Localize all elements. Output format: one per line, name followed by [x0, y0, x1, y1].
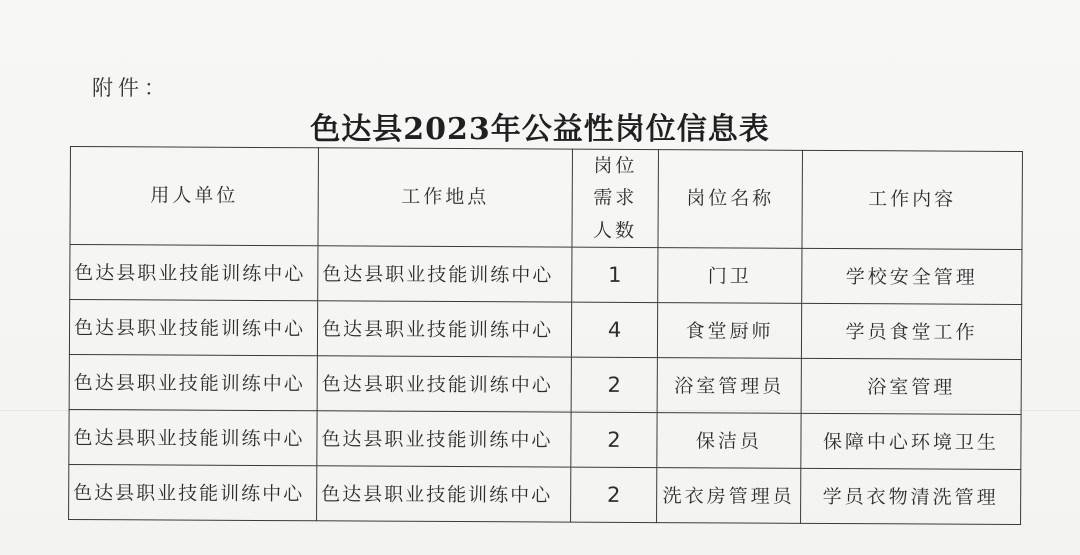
- cell-unit: 色达县职业技能训练中心: [69, 464, 317, 520]
- header-content: 工作内容: [802, 150, 1023, 249]
- document-title: 色达县2023年公益性岗位信息表: [310, 112, 770, 147]
- cell-location: 色达县职业技能训练中心: [317, 466, 571, 522]
- cell-count: 1: [572, 247, 658, 302]
- table-row: [70, 244, 1022, 304]
- cell-content: 学校安全管理: [802, 248, 1022, 304]
- cell-count: 2: [571, 357, 657, 412]
- table-row: [69, 299, 1021, 359]
- position-info-table: [68, 146, 1023, 525]
- cell-content: 学员衣物清洗管理: [801, 468, 1021, 524]
- cell-content: 学员食堂工作: [801, 303, 1021, 359]
- table-row: [69, 464, 1021, 524]
- cell-unit: 色达县职业技能训练中心: [70, 244, 318, 300]
- header-location: 工作地点: [318, 148, 573, 247]
- cell-location: 色达县职业技能训练中心: [317, 356, 571, 412]
- table-row: [69, 354, 1021, 414]
- cell-count: 2: [571, 467, 657, 522]
- cell-location: 色达县职业技能训练中心: [318, 246, 572, 302]
- header-count-label: 岗位需求人数: [592, 154, 638, 242]
- cell-content: 浴室管理: [801, 358, 1021, 414]
- attachment-label: 附件：: [92, 76, 170, 100]
- cell-unit: 色达县职业技能训练中心: [69, 299, 317, 355]
- header-count: [572, 149, 659, 247]
- header-position: 岗位名称: [658, 150, 803, 249]
- table-row: [69, 409, 1021, 469]
- cell-unit: 色达县职业技能训练中心: [69, 354, 317, 410]
- header-unit: 用人单位: [70, 147, 319, 246]
- table-header-row: [70, 147, 1022, 250]
- cell-location: 色达县职业技能训练中心: [317, 411, 571, 467]
- cell-content: 保障中心环境卫生: [801, 413, 1021, 469]
- cell-position: 门卫: [658, 247, 802, 303]
- cell-position: 浴室管理员: [657, 357, 801, 413]
- cell-location: 色达县职业技能训练中心: [317, 301, 571, 357]
- cell-unit: 色达县职业技能训练中心: [69, 409, 317, 465]
- cell-position: 洗衣房管理员: [657, 467, 801, 523]
- cell-count: 4: [571, 302, 657, 357]
- cell-position: 食堂厨师: [657, 302, 801, 358]
- cell-count: 2: [571, 412, 657, 467]
- cell-position: 保洁员: [657, 412, 801, 468]
